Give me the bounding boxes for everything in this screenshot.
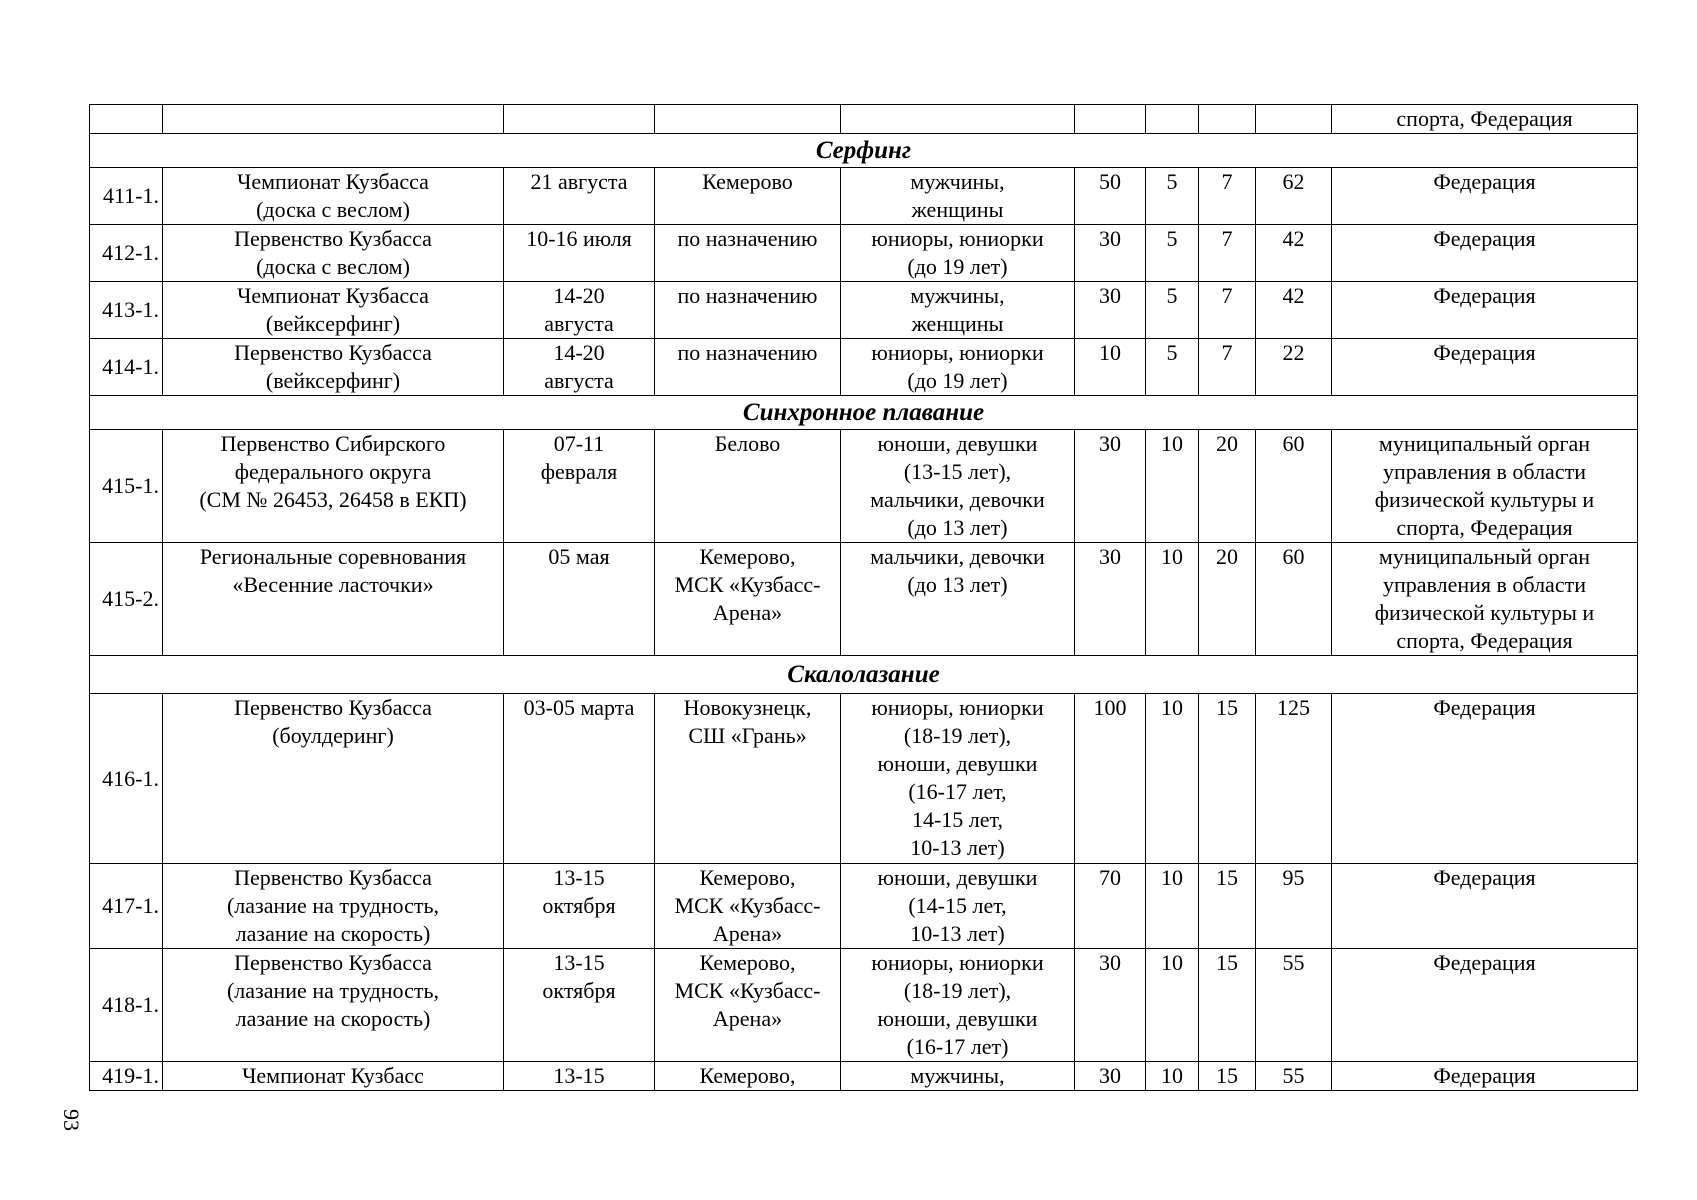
cell-date bbox=[504, 105, 655, 134]
cell-count-1 bbox=[1075, 105, 1146, 134]
cell-place: по назначению bbox=[655, 225, 841, 282]
cell-total: 125 bbox=[1256, 694, 1332, 864]
cell-place: Кемерово, МСК «Кузбасс- Арена» bbox=[655, 864, 841, 949]
table-row bbox=[90, 543, 1638, 656]
cell-date: 07-11 февраля bbox=[504, 430, 655, 543]
table-row-continued bbox=[90, 105, 1638, 134]
cell-name: Первенство Кузбасса (доска с веслом) bbox=[163, 225, 504, 282]
cell-count-2: 10 bbox=[1146, 694, 1199, 864]
cell-organizer: Федерация bbox=[1332, 282, 1638, 339]
cell-count-3: 15 bbox=[1199, 949, 1256, 1062]
cell-place: Белово bbox=[655, 430, 841, 543]
table-row bbox=[90, 864, 1638, 949]
cell-participants: юниоры, юниорки (18-19 лет), юноши, девушки (16-17 лет) bbox=[841, 949, 1075, 1062]
cell-participants: мужчины, женщины bbox=[841, 282, 1075, 339]
cell-organizer: муниципальный орган управления в области физической культуры и спорта, Федерация bbox=[1332, 543, 1638, 656]
cell-name: Региональные соревнования «Весенние ласточки» bbox=[163, 543, 504, 656]
cell-count-2 bbox=[1146, 105, 1199, 134]
cell-participants: юниоры, юниорки (до 19 лет) bbox=[841, 339, 1075, 396]
cell-name: Чемпионат Кузбасса (вейксерфинг) bbox=[163, 282, 504, 339]
cell-name bbox=[163, 105, 504, 134]
cell-count-2: 10 bbox=[1146, 430, 1199, 543]
cell-total bbox=[1256, 105, 1332, 134]
cell-date: 13-15 октября bbox=[504, 949, 655, 1062]
cell-total: 62 bbox=[1256, 168, 1332, 225]
cell-date: 05 мая bbox=[504, 543, 655, 656]
cell-place bbox=[655, 105, 841, 134]
cell-count-2: 10 bbox=[1146, 543, 1199, 656]
cell-num: 415-1. bbox=[90, 430, 163, 543]
cell-date: 14-20 августа bbox=[504, 339, 655, 396]
cell-participants: юниоры, юниорки (18-19 лет), юноши, девушки (16-17 лет, 14-15 лет, 10-13 лет) bbox=[841, 694, 1075, 864]
cell-count-3: 15 bbox=[1199, 1062, 1256, 1091]
cell-organizer: Федерация bbox=[1332, 864, 1638, 949]
cell-organizer: Федерация bbox=[1332, 1062, 1638, 1091]
cell-count-3: 7 bbox=[1199, 168, 1256, 225]
table-row bbox=[90, 949, 1638, 1062]
cell-num: 411-1. bbox=[90, 168, 163, 225]
cell-name: Первенство Кузбасса (вейксерфинг) bbox=[163, 339, 504, 396]
section-header-row bbox=[90, 396, 1638, 430]
table-row bbox=[90, 339, 1638, 396]
table-row bbox=[90, 168, 1638, 225]
cell-organizer: муниципальный орган управления в области физической культуры и спорта, Федерация bbox=[1332, 430, 1638, 543]
cell-date: 10-16 июля bbox=[504, 225, 655, 282]
cell-num: 416-1. bbox=[90, 694, 163, 864]
cell-num: 417-1. bbox=[90, 864, 163, 949]
cell-count-1: 30 bbox=[1075, 225, 1146, 282]
cell-count-1: 30 bbox=[1075, 949, 1146, 1062]
cell-date: 13-15 bbox=[504, 1062, 655, 1091]
page-number: 93 bbox=[59, 1109, 84, 1131]
cell-count-3 bbox=[1199, 105, 1256, 134]
cell-count-1: 10 bbox=[1075, 339, 1146, 396]
cell-count-1: 100 bbox=[1075, 694, 1146, 864]
cell-place: по назначению bbox=[655, 339, 841, 396]
cell-name: Первенство Кузбасса (лазание на трудность, лазание на скорость) bbox=[163, 949, 504, 1062]
cell-count-1: 30 bbox=[1075, 282, 1146, 339]
cell-count-3: 7 bbox=[1199, 282, 1256, 339]
cell-place: по назначению bbox=[655, 282, 841, 339]
events-table bbox=[89, 104, 1638, 1091]
section-title: Серфинг bbox=[90, 134, 1638, 168]
cell-participants: мужчины, bbox=[841, 1062, 1075, 1091]
cell-count-3: 15 bbox=[1199, 694, 1256, 864]
cell-total: 60 bbox=[1256, 430, 1332, 543]
cell-name: Первенство Сибирского федерального округа (СМ № 26453, 26458 в ЕКП) bbox=[163, 430, 504, 543]
table-row bbox=[90, 694, 1638, 864]
cell-date: 03-05 марта bbox=[504, 694, 655, 864]
cell-participants bbox=[841, 105, 1075, 134]
cell-count-2: 5 bbox=[1146, 225, 1199, 282]
table-row bbox=[90, 1062, 1638, 1091]
cell-place: Кемерово, МСК «Кузбасс- Арена» bbox=[655, 949, 841, 1062]
cell-participants: мальчики, девочки (до 13 лет) bbox=[841, 543, 1075, 656]
cell-total: 42 bbox=[1256, 282, 1332, 339]
cell-total: 95 bbox=[1256, 864, 1332, 949]
cell-num: 412-1. bbox=[90, 225, 163, 282]
cell-name: Первенство Кузбасса (лазание на трудность, лазание на скорость) bbox=[163, 864, 504, 949]
cell-count-1: 30 bbox=[1075, 430, 1146, 543]
cell-count-1: 30 bbox=[1075, 543, 1146, 656]
cell-place: Кемерово, МСК «Кузбасс- Арена» bbox=[655, 543, 841, 656]
cell-date: 13-15 октября bbox=[504, 864, 655, 949]
cell-name: Чемпионат Кузбасс bbox=[163, 1062, 504, 1091]
cell-organizer: спорта, Федерация bbox=[1332, 105, 1638, 134]
table-body bbox=[90, 105, 1638, 1091]
cell-count-2: 10 bbox=[1146, 1062, 1199, 1091]
cell-count-3: 7 bbox=[1199, 225, 1256, 282]
cell-count-2: 5 bbox=[1146, 339, 1199, 396]
cell-name: Первенство Кузбасса (боулдеринг) bbox=[163, 694, 504, 864]
table-row bbox=[90, 430, 1638, 543]
cell-total: 60 bbox=[1256, 543, 1332, 656]
cell-participants: юниоры, юниорки (до 19 лет) bbox=[841, 225, 1075, 282]
cell-num bbox=[90, 105, 163, 134]
cell-num: 413-1. bbox=[90, 282, 163, 339]
cell-count-2: 5 bbox=[1146, 282, 1199, 339]
cell-count-3: 7 bbox=[1199, 339, 1256, 396]
cell-organizer: Федерация bbox=[1332, 168, 1638, 225]
cell-organizer: Федерация bbox=[1332, 339, 1638, 396]
section-header-row bbox=[90, 656, 1638, 694]
cell-participants: юноши, девушки (13-15 лет), мальчики, девочки (до 13 лет) bbox=[841, 430, 1075, 543]
cell-count-2: 10 bbox=[1146, 864, 1199, 949]
cell-count-2: 10 bbox=[1146, 949, 1199, 1062]
cell-count-3: 20 bbox=[1199, 430, 1256, 543]
cell-organizer: Федерация bbox=[1332, 949, 1638, 1062]
cell-place: Кемерово bbox=[655, 168, 841, 225]
cell-total: 55 bbox=[1256, 1062, 1332, 1091]
cell-count-1: 70 bbox=[1075, 864, 1146, 949]
cell-organizer: Федерация bbox=[1332, 225, 1638, 282]
cell-total: 42 bbox=[1256, 225, 1332, 282]
cell-count-3: 20 bbox=[1199, 543, 1256, 656]
cell-num: 414-1. bbox=[90, 339, 163, 396]
cell-organizer: Федерация bbox=[1332, 694, 1638, 864]
cell-name: Чемпионат Кузбасса (доска с веслом) bbox=[163, 168, 504, 225]
section-title: Синхронное плавание bbox=[90, 396, 1638, 430]
section-header-row bbox=[90, 134, 1638, 168]
cell-count-1: 50 bbox=[1075, 168, 1146, 225]
cell-place: Кемерово, bbox=[655, 1062, 841, 1091]
cell-participants: юноши, девушки (14-15 лет, 10-13 лет) bbox=[841, 864, 1075, 949]
cell-num: 418-1. bbox=[90, 949, 163, 1062]
table-row bbox=[90, 225, 1638, 282]
cell-count-1: 30 bbox=[1075, 1062, 1146, 1091]
cell-num: 415-2. bbox=[90, 543, 163, 656]
cell-date: 14-20 августа bbox=[504, 282, 655, 339]
cell-place: Новокузнецк, СШ «Грань» bbox=[655, 694, 841, 864]
cell-total: 55 bbox=[1256, 949, 1332, 1062]
table-row bbox=[90, 282, 1638, 339]
cell-count-3: 15 bbox=[1199, 864, 1256, 949]
cell-date: 21 августа bbox=[504, 168, 655, 225]
section-title: Скалолазание bbox=[90, 656, 1638, 694]
cell-count-2: 5 bbox=[1146, 168, 1199, 225]
cell-participants: мужчины, женщины bbox=[841, 168, 1075, 225]
cell-num: 419-1. bbox=[90, 1062, 163, 1091]
cell-total: 22 bbox=[1256, 339, 1332, 396]
